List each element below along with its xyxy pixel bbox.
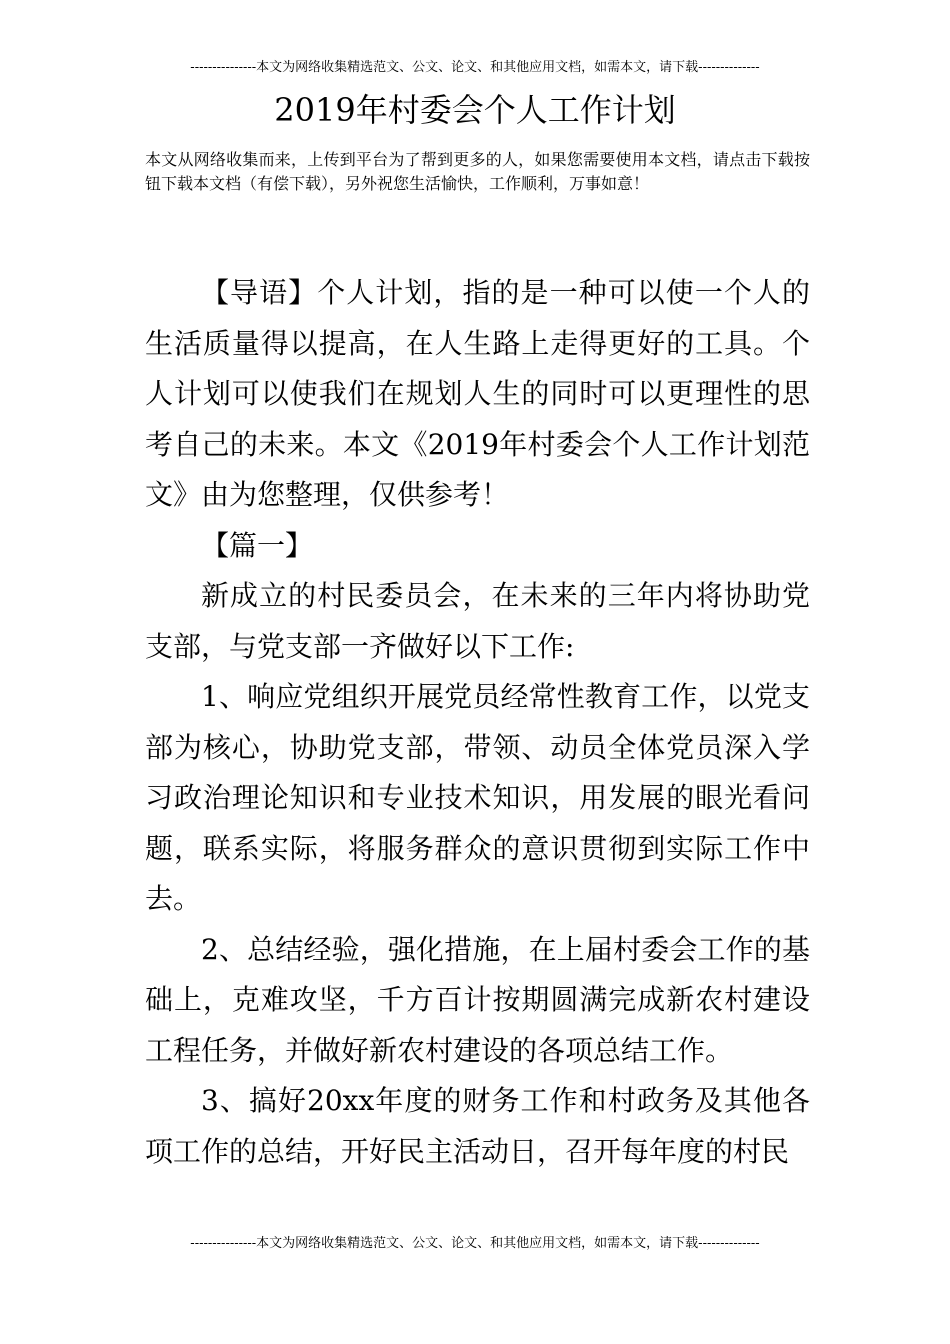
paragraph-item-3: 3、搞好20xx年度的财务工作和村政务及其他各项工作的总结，开好民主活动日，召开每年度的村民 (145, 1084, 810, 1168)
document-body (145, 268, 810, 1177)
paragraph-item-2: 2、总结经验，强化措施，在上届村委会工作的基础上，克难攻坚，千方百计按期圆满完成新农村建设工程任务，并做好新农村建设的各项总结工作。 (145, 932, 810, 1067)
document-title: 2019年村委会个人工作计划 (274, 91, 676, 129)
paragraph-overview: 新成立的村民委员会，在未来的三年内将协助党支部，与党支部一齐做好以下工作: (145, 579, 810, 663)
paragraph-intro: 【导语】个人计划，指的是一种可以使一个人的生活质量得以提高，在人生路上走得更好的工具。个人计划可以使我们在规划人生的同时可以更理性的思考自己的未来。本文《2019年村委会个人工作计划范文》由为您整理，仅供参考！ (145, 276, 810, 511)
paragraph-section-heading: 【篇一】 (201, 528, 314, 562)
header-banner: ---------------本文为网络收集精选范文、公文、论文、和其他应用文档，如需本文，请下载-------------- (190, 60, 760, 75)
intro-note: 本文从网络收集而来，上传到平台为了帮到更多的人，如果您需要使用本文档，请点击下载按钮下载本文档（有偿下载），另外祝您生活愉快，工作顺利，万事如意！ (145, 150, 810, 193)
footer-banner: ---------------本文为网络收集精选范文、公文、论文、和其他应用文档，如需本文，请下载-------------- (190, 1236, 760, 1251)
paragraph-item-1: 1、响应党组织开展党员经常性教育工作，以党支部为核心，协助党支部，带领、动员全体党员深入学习政治理论知识和专业技术知识，用发展的眼光看问题，联系实际，将服务群众的意识贯彻到实际工作中去。 (145, 680, 810, 915)
